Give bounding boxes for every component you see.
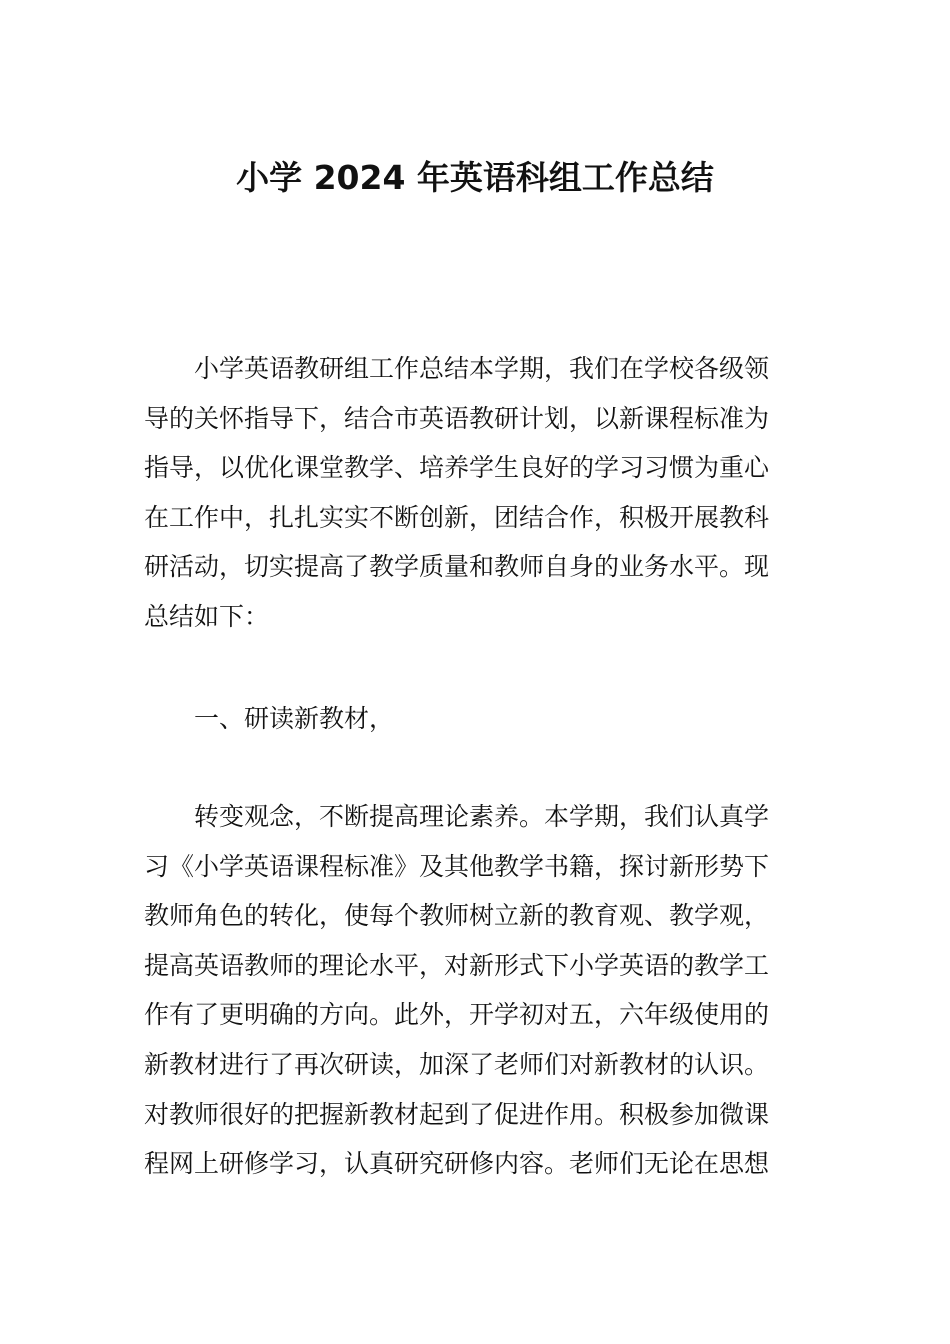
text-line: 在工作中，扎扎实实不断创新，团结合作，积极开展教科 <box>144 502 770 532</box>
text-line: 新教材进行了再次研读，加深了老师们对新教材的认识。 <box>144 1049 770 1079</box>
text-line: 指导，以优化课堂教学、培养学生良好的学习习惯为重心 <box>144 453 770 483</box>
text-line: 教师角色的转化，使每个教师树立新的教育观、教学观， <box>144 901 770 931</box>
text-line: 小学英语教研组工作总结本学期，我们在学校各级领 <box>144 354 770 383</box>
text-line: 作有了更明确的方向。此外，开学初对五，六年级使用的 <box>144 1000 770 1030</box>
section-heading-text: 一、研读新教材， <box>144 704 395 733</box>
text-line: 转变观念，不断提高理论素养。本学期，我们认真学 <box>144 802 770 831</box>
text-line: 总结如下： <box>144 601 270 631</box>
text-line: 习《小学英语课程标准》及其他教学书籍，探讨新形势下 <box>144 851 770 881</box>
section-heading <box>144 694 814 744</box>
text-line: 研活动，切实提高了教学质量和教师自身的业务水平。现 <box>144 552 770 582</box>
text-line: 提高英语教师的理论水平，对新形式下小学英语的教学工 <box>144 950 770 980</box>
text-line: 对教师很好的把握新教材起到了促进作用。积极参加微课 <box>144 1099 770 1129</box>
text-line: 程网上研修学习，认真研究研修内容。老师们无论在思想 <box>144 1149 770 1179</box>
document-title: 小学 2024 年英语科组工作总结 <box>236 158 714 197</box>
text-line: 导的关怀指导下，结合市英语教研计划，以新课程标准为 <box>144 403 770 433</box>
paragraph-intro <box>144 344 814 642</box>
paragraph-section-one <box>144 792 814 1189</box>
